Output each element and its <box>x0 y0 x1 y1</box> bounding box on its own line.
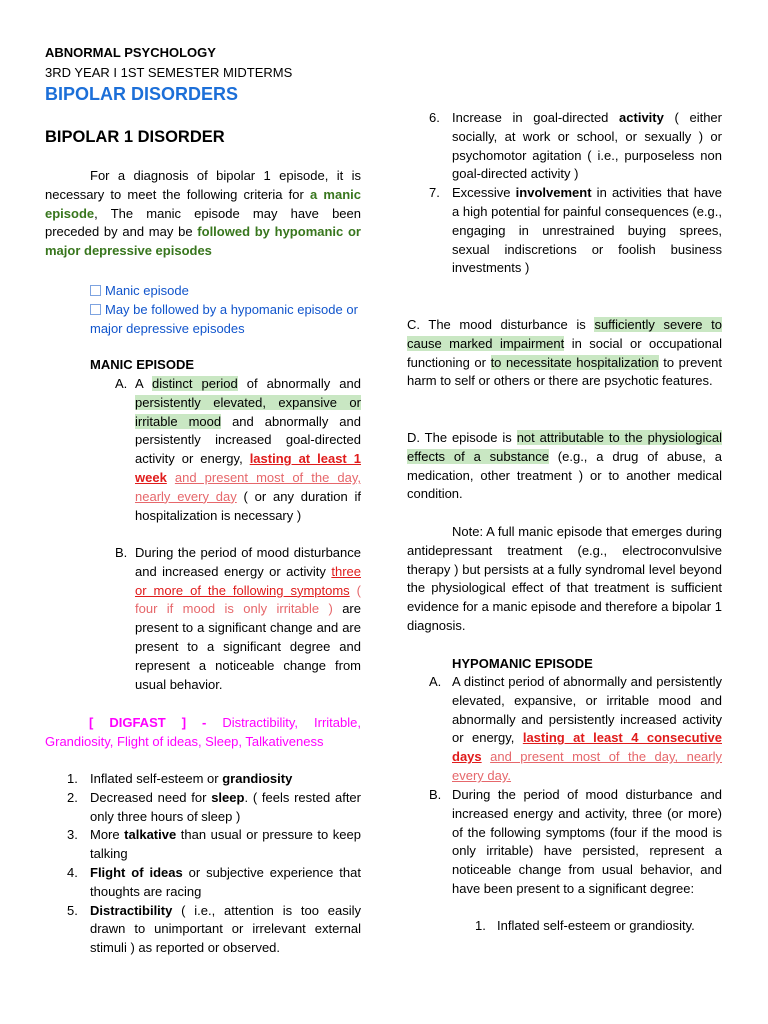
list-text: Inflated self-esteem or <box>90 771 223 786</box>
list-item <box>67 826 361 864</box>
digfast-mnemonic <box>45 714 361 752</box>
page-title: BIPOLAR DISORDERS <box>45 84 239 104</box>
manic-a-highlight-1: distinct period <box>152 376 238 391</box>
list-text: in activities that have a high potential for painful consequences (e.g., engaging in unrestrained buying sprees, sexual indiscretions or foolish business investments ) <box>452 185 722 276</box>
list-text: More <box>90 827 125 843</box>
manic-b-three-or-more: three or more of the following symptoms <box>135 563 361 598</box>
manic-a-text: ( or any duration if hospitalization is necessary ) <box>135 488 361 523</box>
intro-paragraph <box>45 167 361 261</box>
list-text: Increase in goal-directed <box>452 110 620 125</box>
section-heading: BIPOLAR 1 DISORDER <box>45 128 225 146</box>
manic-b-text: During the period of mood disturbance and increased energy or activity <box>135 545 361 579</box>
list-number: 4. <box>67 864 78 880</box>
list-number: 2. <box>67 789 78 805</box>
checkbox-icon <box>90 304 101 315</box>
checklist-item-label: May be followed by a hypomanic episode or major depressive episodes <box>90 301 358 336</box>
list-item <box>429 109 722 184</box>
list-keyword: talkative <box>124 827 177 843</box>
list-keyword: grandiosity <box>222 771 293 786</box>
manic-a-highlight-2: persistently elevated, expansive or irritable mood <box>135 394 361 429</box>
manic-criterion-a <box>135 375 361 525</box>
manic-a-text: of abnormally and <box>246 376 361 391</box>
criterion-c-text: to prevent harm to self or others or there are psychotic features. <box>407 354 722 389</box>
list-item <box>429 184 722 278</box>
criterion-d-text: D. The episode is <box>407 430 512 445</box>
intro-manic-episode: a manic episode <box>45 186 361 221</box>
criterion-d-text: (e.g., a drug of abuse, a medication, other treatment ) or to another medical condition. <box>407 448 722 502</box>
hypomanic-item-1-number: 1. <box>475 918 486 933</box>
list-keyword: activity <box>619 110 664 125</box>
manic-a-duration: lasting at least 1 week <box>135 451 361 485</box>
criterion-c-highlight-2: to necessitate hospitalization <box>490 354 659 370</box>
checklist-item <box>90 282 362 301</box>
hypomanic-item-1: Inflated self-esteem or grandiosity. <box>497 918 695 933</box>
list-text: ( i.e., attention is too easily drawn to unimportant or irrelevant external stimuli ) as reported or observed. <box>90 902 361 956</box>
checklist <box>90 282 362 338</box>
intro-text-2: , The manic episode may have been preceded by and may be <box>45 205 361 240</box>
list-text: . ( feels rested after only three hours of sleep ) <box>90 789 361 824</box>
list-item <box>67 770 361 789</box>
digfast-label: [ DIGFAST ] - <box>89 715 207 730</box>
manic-a-text: and abnormally and persistently increased goal-directed activity or energy, <box>135 413 361 467</box>
hypomanic-criterion-a <box>452 673 722 786</box>
digfast-text: Distractibility, Irritable, Grandiosity, Flight of ideas, Sleep, Talkativeness <box>45 715 361 749</box>
criterion-c-highlight-1: sufficiently severe to cause marked impairment <box>407 317 723 351</box>
hypomanic-criterion-b: During the period of mood disturbance and increased energy and activity, three (or more) of the following symptoms (four if the mood is only irritable) have persisted, represent a noticeable change from usual behavior, and have been present to a significant degree: <box>452 787 722 896</box>
criterion-c-text: C. The mood disturbance is <box>407 317 586 332</box>
checklist-item <box>90 301 362 339</box>
course-title: ABNORMAL PSYCHOLOGY <box>45 45 216 60</box>
hypomanic-criterion-a-letter: A. <box>429 674 442 689</box>
manic-b-four-if-irritable: ( four if mood is only irritable ) <box>135 582 361 617</box>
manic-criterion-b <box>135 544 361 694</box>
criterion-d <box>407 429 722 504</box>
list-number: 7. <box>429 185 440 201</box>
manic-criterion-a-letter: A. <box>115 376 128 391</box>
list-keyword: involvement <box>515 185 592 201</box>
list-keyword: Distractibility <box>90 902 173 918</box>
manic-criterion-b-letter: B. <box>115 545 128 560</box>
list-number: 6. <box>429 110 440 125</box>
intro-text-1: For a diagnosis of bipolar 1 episode, it is necessary to meet the following criteria for <box>45 168 361 202</box>
list-text: ( either socially, at work or school, or sexually ) or psychomotor agitation ( i.e., purposeless non goal-directed activity ) <box>452 110 722 182</box>
symptom-list-right <box>429 109 722 278</box>
list-text: than usual or pressure to keep talking <box>90 827 361 862</box>
criterion-d-highlight: not attributable to the physiological effects of a substance <box>407 430 722 464</box>
list-keyword: Flight of ideas <box>90 864 183 880</box>
criterion-c <box>407 316 722 391</box>
list-number: 3. <box>67 827 78 843</box>
list-text: or subjective experience that thoughts are racing <box>90 864 361 899</box>
criterion-c-text: in social or occupational functioning or <box>407 335 722 370</box>
list-text: Excessive <box>452 185 516 201</box>
list-keyword: sleep <box>211 789 245 805</box>
list-text: Decreased need for <box>90 789 212 805</box>
list-item <box>67 864 361 902</box>
checklist-item-label: Manic episode <box>105 283 189 298</box>
manic-heading: MANIC EPISODE <box>90 357 195 372</box>
hypomanic-a-most-of-day: and present most of the day, nearly every day. <box>452 749 722 783</box>
list-number: 5. <box>67 902 78 918</box>
note-paragraph: Note: A full manic episode that emerges during antidepressant treatment (e.g., electroconvulsive therapy ) but persists at a fully syndromal level beyond the physiological effect of that treatment is sufficient evidence for a manic episode and therefore a bipolar 1 diagnosis. <box>407 524 722 633</box>
intro-followed-by: followed by hypomanic or major depressive episodes <box>45 224 361 259</box>
manic-a-most-of-day: and present most of the day, nearly every day <box>135 469 361 504</box>
list-item <box>67 789 361 827</box>
hypomanic-a-text: A distinct period of abnormally and persistently elevated, expansive, or irritable mood and abnormally and persistently increased activity or energy, <box>452 674 722 746</box>
checkbox-icon <box>90 285 101 296</box>
hypomanic-heading: HYPOMANIC EPISODE <box>452 656 593 671</box>
list-number: 1. <box>67 771 78 786</box>
hypomanic-a-duration: lasting at least 4 consecutive days <box>452 730 722 765</box>
symptom-list-left <box>67 770 361 958</box>
manic-b-text: are present to a significant change and are present to a significant degree and represent a noticeable change from usual behavior. <box>135 601 361 692</box>
hypomanic-criterion-b-letter: B. <box>429 787 442 802</box>
manic-a-text: A <box>135 376 143 391</box>
list-item <box>67 902 361 958</box>
term-subtitle: 3RD YEAR I 1ST SEMESTER MIDTERMS <box>45 65 293 80</box>
